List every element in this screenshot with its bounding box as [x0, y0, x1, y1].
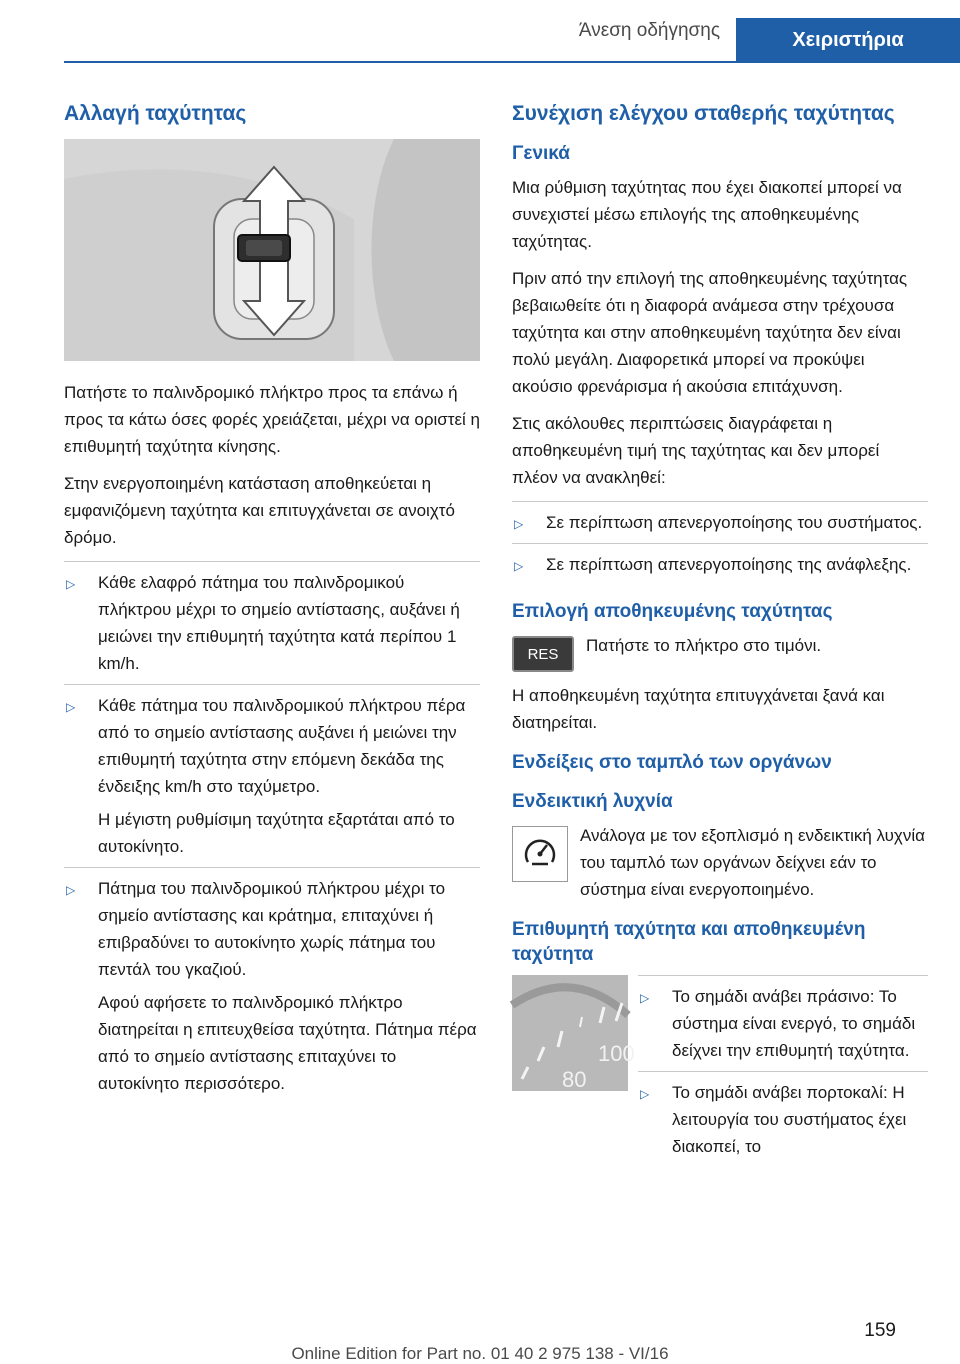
triangle-bullet-icon: ▷ — [514, 559, 524, 573]
edition-note: Online Edition for Part no. 01 40 2 975 138 - VI/16 — [291, 1344, 669, 1363]
bullet-list-adjust — [64, 561, 480, 1104]
indicator-description: Ανάλογα με τον εξοπλισμό η ενδεικτική λυχνία του ταμπλό των οργάνων δείχνει εάν το σύστημα είναι ενεργοποιημένο. — [580, 826, 925, 899]
list-item-text: Το σημάδι ανάβει πράσινο: Το σύστημα είναι ενεργό, το σημάδι δείχνει την επιθυμητή ταχύτητα. — [672, 987, 916, 1060]
page-number: 159 — [864, 1320, 896, 1341]
steering-wheel-illustration — [64, 139, 480, 361]
page-footer — [0, 1318, 960, 1363]
cruise-control-icon — [512, 826, 568, 882]
list-item-note: Αφού αφήσετε το παλινδρομικό πλήκτρο διατηρείται η επιτευχθείσα ταχύτητα. Πάτημα πέρα από το σημείο αντίστασης επιταχύνει το αυτοκίνητο περισσότερο. — [98, 993, 477, 1093]
res-button-icon: RES — [512, 636, 574, 672]
bullet-list-deletion — [512, 501, 928, 585]
list-item-note: Η μέγιστη ρυθμίσιμη ταχύτητα εξαρτάται από το αυτοκίνητο. — [98, 810, 455, 856]
list-item-text: Κάθε ελαφρό πάτημα του παλινδρομικού πλήκτρου μέχρι το σημείο αντίστασης, αυξάνει ή μειώνει την επιθυμητή ταχύτητα κατά περίπου 1 km/h. — [98, 573, 460, 673]
heading-cluster-displays: Ενδείξεις στο ταμπλό των οργάνων — [512, 752, 832, 773]
paragraph-stored-reached: Η αποθηκευμένη ταχύτητα επιτυγχάνεται ξανά και διατηρείται. — [512, 686, 885, 732]
list-item — [512, 501, 928, 543]
heading-select-stored-speed: Επιλογή αποθηκευμένης ταχύτητας — [512, 601, 833, 622]
list-item — [64, 867, 480, 1104]
triangle-bullet-icon: ▷ — [640, 991, 650, 1005]
header-rule — [64, 61, 960, 63]
paragraph-general-2: Πριν από την επιλογή της αποθηκευμένης ταχύτητας βεβαιωθείτε ότι η διαφορά ανάμεσα στην τρέχουσα ταχύτητα και στην αποθηκευμένη ταχύτητα δεν είναι πολύ μεγάλη. Διαφορετικά μπορεί να προκύψει ακούσιο φρενάρισμα ή ακούσια επιτάχυνση. — [512, 269, 908, 396]
list-item — [638, 1071, 928, 1167]
gauge-section — [512, 975, 928, 1173]
list-item-text: Το σημάδι ανάβει πορτοκαλί: Η λειτουργία του συστήματος έχει διακοπεί, το — [672, 1083, 907, 1156]
paragraph-general-3: Στις ακόλουθες περιπτώσεις διαγράφεται η αποθηκευμένη τιμή της ταχύτητας και δεν μπορεί πλέον να ανακληθεί: — [512, 414, 880, 487]
chapter-tab: Χειριστήρια — [736, 18, 960, 62]
indicator-row — [512, 822, 928, 903]
list-item-text: Σε περίπτωση απενεργοποίησης του συστήματος. — [546, 513, 923, 532]
triangle-bullet-icon: ▷ — [66, 700, 76, 714]
triangle-bullet-icon: ▷ — [640, 1087, 650, 1101]
steering-rocker-figure — [64, 139, 480, 361]
triangle-bullet-icon: ▷ — [66, 577, 76, 591]
paragraph-stored-speed: Στην ενεργοποιημένη κατάσταση αποθηκεύεται η εμφανιζόμενη ταχύτητα και επιτυγχάνεται σε ανοιχτό δρόμο. — [64, 474, 455, 547]
paragraph-general-1: Μια ρύθμιση ταχύτητας που έχει διακοπεί μπορεί να συνεχιστεί μέσω επιλογής της αποθηκευμένης ταχύτητας. — [512, 178, 902, 251]
section-title: Άνεση οδήγησης — [578, 20, 720, 41]
list-item — [638, 975, 928, 1071]
res-button-row — [512, 632, 928, 672]
heading-general: Γενικά — [512, 143, 570, 164]
gauge-label-100: 100 — [598, 1041, 635, 1066]
heading-desired-speed: Επιθυμητή ταχύτητα και αποθηκευμένη ταχύτητα — [512, 919, 866, 965]
left-column — [64, 100, 480, 1110]
heading-resume-cruise: Συνέχιση ελέγχου σταθερής ταχύτητας — [512, 102, 895, 125]
gauge-label-80: 80 — [562, 1067, 587, 1092]
page-header — [0, 0, 960, 62]
list-item-text: Κάθε πάτημα του παλινδρομικού πλήκτρου πέρα από το σημείο αντίστασης αυξάνει ή μειώνει την επιθυμητή ταχύτητα στην επόμενη δεκάδα της ένδειξης km/h στο ταχύμετρο. — [98, 696, 466, 796]
heading-indicator-lamp: Ενδεικτική λυχνία — [512, 791, 673, 812]
list-item — [512, 543, 928, 585]
list-item-text: Πάτημα του παλινδρομικού πλήκτρου μέχρι το σημείο αντίστασης και κράτημα, επιταχύνει ή επιβραδύνει το αυτοκίνητο χωρίς πάτημα του πεντάλ του γκαζιού. — [98, 879, 446, 979]
list-item-text: Σε περίπτωση απενεργοποίησης της ανάφλεξης. — [546, 555, 912, 574]
triangle-bullet-icon: ▷ — [66, 883, 76, 897]
bullet-list-marker-states — [638, 975, 928, 1167]
speedometer-image — [512, 975, 635, 1092]
paragraph-press-rocker: Πατήστε το παλινδρομικό πλήκτρο προς τα επάνω ή προς τα κάτω όσες φορές χρειάζεται, μέχρι να οριστεί η επιθυμητή ταχύτητα κίνησης. — [64, 383, 481, 456]
right-column — [512, 100, 928, 1173]
heading-speed-change: Αλλαγή ταχύτητας — [64, 102, 247, 125]
list-item — [64, 684, 480, 867]
triangle-bullet-icon: ▷ — [514, 517, 524, 531]
res-instruction: Πατήστε το πλήκτρο στο τιμόνι. — [586, 636, 822, 655]
list-item — [64, 561, 480, 684]
